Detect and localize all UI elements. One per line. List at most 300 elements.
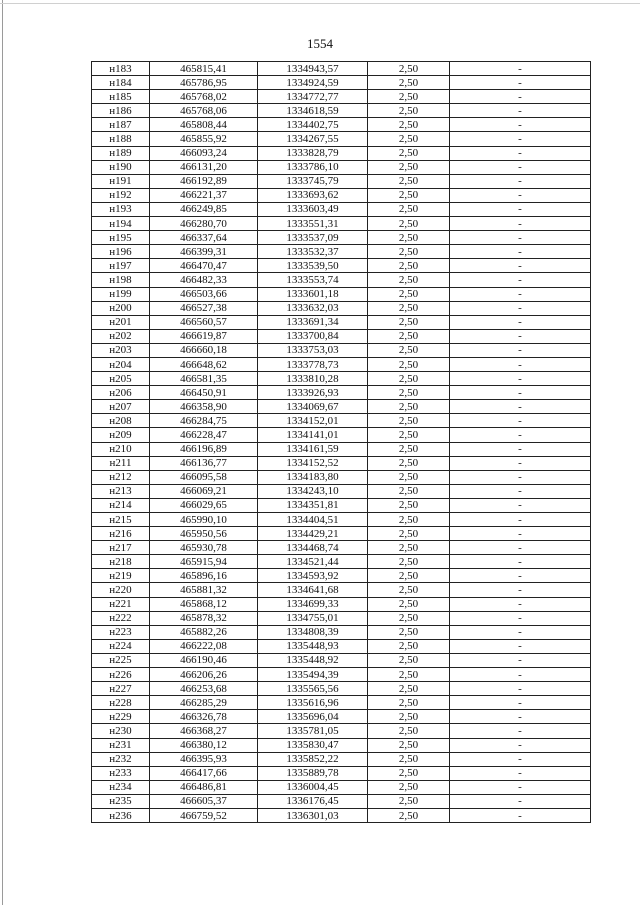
x-coordinate-cell: 466249,85 xyxy=(150,202,258,216)
x-coordinate-cell: 466660,18 xyxy=(150,343,258,357)
table-row xyxy=(92,724,591,738)
note-cell: - xyxy=(450,428,591,442)
x-coordinate-cell: 465786,95 xyxy=(150,76,258,90)
point-id-cell: н235 xyxy=(92,794,150,808)
accuracy-cell: 2,50 xyxy=(368,62,450,76)
note-cell: - xyxy=(450,118,591,132)
note-cell: - xyxy=(450,343,591,357)
point-id-cell: н231 xyxy=(92,738,150,752)
accuracy-cell: 2,50 xyxy=(368,738,450,752)
x-coordinate-cell: 466470,47 xyxy=(150,259,258,273)
accuracy-cell: 2,50 xyxy=(368,146,450,160)
x-coordinate-cell: 466131,20 xyxy=(150,160,258,174)
y-coordinate-cell: 1333753,03 xyxy=(258,343,368,357)
point-id-cell: н209 xyxy=(92,428,150,442)
table-row xyxy=(92,231,591,245)
table-row xyxy=(92,696,591,710)
accuracy-cell: 2,50 xyxy=(368,231,450,245)
y-coordinate-cell: 1334593,92 xyxy=(258,569,368,583)
x-coordinate-cell: 466560,57 xyxy=(150,315,258,329)
y-coordinate-cell: 1333745,79 xyxy=(258,174,368,188)
x-coordinate-cell: 466222,08 xyxy=(150,639,258,653)
x-coordinate-cell: 466284,75 xyxy=(150,414,258,428)
note-cell: - xyxy=(450,724,591,738)
note-cell: - xyxy=(450,259,591,273)
point-id-cell: н188 xyxy=(92,132,150,146)
x-coordinate-cell: 466337,64 xyxy=(150,231,258,245)
accuracy-cell: 2,50 xyxy=(368,372,450,386)
point-id-cell: н208 xyxy=(92,414,150,428)
point-id-cell: н204 xyxy=(92,357,150,371)
point-id-cell: н185 xyxy=(92,90,150,104)
accuracy-cell: 2,50 xyxy=(368,682,450,696)
table-row xyxy=(92,625,591,639)
y-coordinate-cell: 1333539,50 xyxy=(258,259,368,273)
note-cell: - xyxy=(450,752,591,766)
x-coordinate-cell: 466228,47 xyxy=(150,428,258,442)
note-cell: - xyxy=(450,555,591,569)
table-row xyxy=(92,386,591,400)
table-row xyxy=(92,76,591,90)
y-coordinate-cell: 1334699,33 xyxy=(258,597,368,611)
accuracy-cell: 2,50 xyxy=(368,555,450,569)
x-coordinate-cell: 465882,26 xyxy=(150,625,258,639)
x-coordinate-cell: 466326,78 xyxy=(150,710,258,724)
y-coordinate-cell: 1333691,34 xyxy=(258,315,368,329)
y-coordinate-cell: 1335616,96 xyxy=(258,696,368,710)
x-coordinate-cell: 466380,12 xyxy=(150,738,258,752)
note-cell: - xyxy=(450,766,591,780)
x-coordinate-cell: 465855,92 xyxy=(150,132,258,146)
note-cell: - xyxy=(450,513,591,527)
table-row xyxy=(92,132,591,146)
point-id-cell: н192 xyxy=(92,188,150,202)
note-cell: - xyxy=(450,442,591,456)
point-id-cell: н210 xyxy=(92,442,150,456)
point-id-cell: н213 xyxy=(92,484,150,498)
x-coordinate-cell: 465896,16 xyxy=(150,569,258,583)
point-id-cell: н194 xyxy=(92,217,150,231)
x-coordinate-cell: 466619,87 xyxy=(150,329,258,343)
note-cell: - xyxy=(450,696,591,710)
accuracy-cell: 2,50 xyxy=(368,428,450,442)
table-row xyxy=(92,62,591,76)
y-coordinate-cell: 1334618,59 xyxy=(258,104,368,118)
y-coordinate-cell: 1336301,03 xyxy=(258,808,368,822)
note-cell: - xyxy=(450,484,591,498)
y-coordinate-cell: 1335448,93 xyxy=(258,639,368,653)
accuracy-cell: 2,50 xyxy=(368,527,450,541)
table-row xyxy=(92,484,591,498)
accuracy-cell: 2,50 xyxy=(368,808,450,822)
note-cell: - xyxy=(450,386,591,400)
x-coordinate-cell: 466280,70 xyxy=(150,217,258,231)
note-cell: - xyxy=(450,329,591,343)
accuracy-cell: 2,50 xyxy=(368,583,450,597)
table-row xyxy=(92,738,591,752)
x-coordinate-cell: 466482,33 xyxy=(150,273,258,287)
point-id-cell: н211 xyxy=(92,456,150,470)
y-coordinate-cell: 1335889,78 xyxy=(258,766,368,780)
y-coordinate-cell: 1333553,74 xyxy=(258,273,368,287)
y-coordinate-cell: 1334924,59 xyxy=(258,76,368,90)
point-id-cell: н232 xyxy=(92,752,150,766)
point-id-cell: н214 xyxy=(92,498,150,512)
x-coordinate-cell: 466136,77 xyxy=(150,456,258,470)
y-coordinate-cell: 1333693,62 xyxy=(258,188,368,202)
point-id-cell: н183 xyxy=(92,62,150,76)
table-row xyxy=(92,555,591,569)
point-id-cell: н212 xyxy=(92,470,150,484)
accuracy-cell: 2,50 xyxy=(368,132,450,146)
accuracy-cell: 2,50 xyxy=(368,456,450,470)
table-row xyxy=(92,780,591,794)
x-coordinate-cell: 466450,91 xyxy=(150,386,258,400)
accuracy-cell: 2,50 xyxy=(368,287,450,301)
y-coordinate-cell: 1334404,51 xyxy=(258,513,368,527)
table-row xyxy=(92,329,591,343)
y-coordinate-cell: 1334755,01 xyxy=(258,611,368,625)
y-coordinate-cell: 1335565,56 xyxy=(258,682,368,696)
accuracy-cell: 2,50 xyxy=(368,541,450,555)
point-id-cell: н202 xyxy=(92,329,150,343)
note-cell: - xyxy=(450,245,591,259)
note-cell: - xyxy=(450,470,591,484)
y-coordinate-cell: 1336176,45 xyxy=(258,794,368,808)
x-coordinate-cell: 465915,94 xyxy=(150,555,258,569)
x-coordinate-cell: 466093,24 xyxy=(150,146,258,160)
table-row xyxy=(92,766,591,780)
point-id-cell: н196 xyxy=(92,245,150,259)
accuracy-cell: 2,50 xyxy=(368,76,450,90)
note-cell: - xyxy=(450,653,591,667)
accuracy-cell: 2,50 xyxy=(368,766,450,780)
accuracy-cell: 2,50 xyxy=(368,259,450,273)
note-cell: - xyxy=(450,400,591,414)
point-id-cell: н227 xyxy=(92,682,150,696)
accuracy-cell: 2,50 xyxy=(368,329,450,343)
note-cell: - xyxy=(450,738,591,752)
page-edge-top xyxy=(0,3,640,4)
y-coordinate-cell: 1334641,68 xyxy=(258,583,368,597)
y-coordinate-cell: 1335830,47 xyxy=(258,738,368,752)
table-row xyxy=(92,710,591,724)
accuracy-cell: 2,50 xyxy=(368,357,450,371)
y-coordinate-cell: 1333926,93 xyxy=(258,386,368,400)
note-cell: - xyxy=(450,174,591,188)
y-coordinate-cell: 1334243,10 xyxy=(258,484,368,498)
y-coordinate-cell: 1335781,05 xyxy=(258,724,368,738)
table-row xyxy=(92,808,591,822)
x-coordinate-cell: 465930,78 xyxy=(150,541,258,555)
accuracy-cell: 2,50 xyxy=(368,118,450,132)
table-row xyxy=(92,245,591,259)
accuracy-cell: 2,50 xyxy=(368,442,450,456)
page-number: 1554 xyxy=(307,36,333,51)
point-id-cell: н218 xyxy=(92,555,150,569)
accuracy-cell: 2,50 xyxy=(368,597,450,611)
y-coordinate-cell: 1335494,39 xyxy=(258,668,368,682)
note-cell: - xyxy=(450,498,591,512)
y-coordinate-cell: 1334943,57 xyxy=(258,62,368,76)
note-cell: - xyxy=(450,104,591,118)
table-row xyxy=(92,498,591,512)
point-id-cell: н200 xyxy=(92,301,150,315)
y-coordinate-cell: 1333532,37 xyxy=(258,245,368,259)
coordinates-table xyxy=(91,61,591,823)
accuracy-cell: 2,50 xyxy=(368,104,450,118)
accuracy-cell: 2,50 xyxy=(368,273,450,287)
y-coordinate-cell: 1334521,44 xyxy=(258,555,368,569)
accuracy-cell: 2,50 xyxy=(368,202,450,216)
note-cell: - xyxy=(450,160,591,174)
table-row xyxy=(92,653,591,667)
y-coordinate-cell: 1334351,81 xyxy=(258,498,368,512)
y-coordinate-cell: 1333700,84 xyxy=(258,329,368,343)
point-id-cell: н217 xyxy=(92,541,150,555)
x-coordinate-cell: 465990,10 xyxy=(150,513,258,527)
point-id-cell: н205 xyxy=(92,372,150,386)
x-coordinate-cell: 466285,29 xyxy=(150,696,258,710)
accuracy-cell: 2,50 xyxy=(368,611,450,625)
table-row xyxy=(92,513,591,527)
y-coordinate-cell: 1333810,28 xyxy=(258,372,368,386)
table-row xyxy=(92,639,591,653)
table-row xyxy=(92,668,591,682)
table-row xyxy=(92,541,591,555)
point-id-cell: н201 xyxy=(92,315,150,329)
y-coordinate-cell: 1333537,09 xyxy=(258,231,368,245)
accuracy-cell: 2,50 xyxy=(368,653,450,667)
accuracy-cell: 2,50 xyxy=(368,315,450,329)
point-id-cell: н228 xyxy=(92,696,150,710)
x-coordinate-cell: 465768,02 xyxy=(150,90,258,104)
y-coordinate-cell: 1334069,67 xyxy=(258,400,368,414)
y-coordinate-cell: 1334183,80 xyxy=(258,470,368,484)
point-id-cell: н233 xyxy=(92,766,150,780)
note-cell: - xyxy=(450,583,591,597)
accuracy-cell: 2,50 xyxy=(368,484,450,498)
y-coordinate-cell: 1333632,03 xyxy=(258,301,368,315)
accuracy-cell: 2,50 xyxy=(368,625,450,639)
y-coordinate-cell: 1335696,04 xyxy=(258,710,368,724)
table-row xyxy=(92,569,591,583)
y-coordinate-cell: 1335448,92 xyxy=(258,653,368,667)
table-row xyxy=(92,611,591,625)
accuracy-cell: 2,50 xyxy=(368,343,450,357)
point-id-cell: н219 xyxy=(92,569,150,583)
note-cell: - xyxy=(450,456,591,470)
accuracy-cell: 2,50 xyxy=(368,386,450,400)
table-row xyxy=(92,90,591,104)
point-id-cell: н215 xyxy=(92,513,150,527)
point-id-cell: н190 xyxy=(92,160,150,174)
note-cell: - xyxy=(450,217,591,231)
note-cell: - xyxy=(450,301,591,315)
accuracy-cell: 2,50 xyxy=(368,301,450,315)
note-cell: - xyxy=(450,231,591,245)
note-cell: - xyxy=(450,639,591,653)
x-coordinate-cell: 465815,41 xyxy=(150,62,258,76)
point-id-cell: н223 xyxy=(92,625,150,639)
accuracy-cell: 2,50 xyxy=(368,245,450,259)
accuracy-cell: 2,50 xyxy=(368,668,450,682)
y-coordinate-cell: 1333778,73 xyxy=(258,357,368,371)
table-row xyxy=(92,315,591,329)
y-coordinate-cell: 1336004,45 xyxy=(258,780,368,794)
x-coordinate-cell: 466192,89 xyxy=(150,174,258,188)
accuracy-cell: 2,50 xyxy=(368,400,450,414)
page-edge-left xyxy=(2,0,3,905)
point-id-cell: н203 xyxy=(92,343,150,357)
x-coordinate-cell: 466253,68 xyxy=(150,682,258,696)
note-cell: - xyxy=(450,414,591,428)
point-id-cell: н221 xyxy=(92,597,150,611)
note-cell: - xyxy=(450,668,591,682)
x-coordinate-cell: 466648,62 xyxy=(150,357,258,371)
note-cell: - xyxy=(450,188,591,202)
note-cell: - xyxy=(450,597,591,611)
x-coordinate-cell: 465808,44 xyxy=(150,118,258,132)
x-coordinate-cell: 466527,38 xyxy=(150,301,258,315)
y-coordinate-cell: 1334808,39 xyxy=(258,625,368,639)
table-row xyxy=(92,301,591,315)
point-id-cell: н191 xyxy=(92,174,150,188)
note-cell: - xyxy=(450,132,591,146)
accuracy-cell: 2,50 xyxy=(368,794,450,808)
note-cell: - xyxy=(450,76,591,90)
table-row xyxy=(92,357,591,371)
note-cell: - xyxy=(450,527,591,541)
y-coordinate-cell: 1333603,49 xyxy=(258,202,368,216)
table-row xyxy=(92,160,591,174)
table-row xyxy=(92,400,591,414)
y-coordinate-cell: 1334772,77 xyxy=(258,90,368,104)
table-row xyxy=(92,259,591,273)
accuracy-cell: 2,50 xyxy=(368,780,450,794)
x-coordinate-cell: 465768,06 xyxy=(150,104,258,118)
x-coordinate-cell: 466503,66 xyxy=(150,287,258,301)
x-coordinate-cell: 466069,21 xyxy=(150,484,258,498)
note-cell: - xyxy=(450,794,591,808)
table-row xyxy=(92,273,591,287)
point-id-cell: н226 xyxy=(92,668,150,682)
table-row xyxy=(92,104,591,118)
table-row xyxy=(92,118,591,132)
point-id-cell: н234 xyxy=(92,780,150,794)
y-coordinate-cell: 1334152,52 xyxy=(258,456,368,470)
accuracy-cell: 2,50 xyxy=(368,470,450,484)
table-row xyxy=(92,752,591,766)
table-row xyxy=(92,456,591,470)
point-id-cell: н195 xyxy=(92,231,150,245)
table-row xyxy=(92,146,591,160)
note-cell: - xyxy=(450,357,591,371)
x-coordinate-cell: 466221,37 xyxy=(150,188,258,202)
point-id-cell: н187 xyxy=(92,118,150,132)
point-id-cell: н198 xyxy=(92,273,150,287)
point-id-cell: н216 xyxy=(92,527,150,541)
point-id-cell: н220 xyxy=(92,583,150,597)
y-coordinate-cell: 1334267,55 xyxy=(258,132,368,146)
note-cell: - xyxy=(450,541,591,555)
accuracy-cell: 2,50 xyxy=(368,724,450,738)
note-cell: - xyxy=(450,202,591,216)
table-row xyxy=(92,202,591,216)
note-cell: - xyxy=(450,569,591,583)
coordinates-table-body xyxy=(92,62,591,823)
point-id-cell: н184 xyxy=(92,76,150,90)
point-id-cell: н224 xyxy=(92,639,150,653)
note-cell: - xyxy=(450,611,591,625)
note-cell: - xyxy=(450,780,591,794)
table-row xyxy=(92,583,591,597)
note-cell: - xyxy=(450,90,591,104)
note-cell: - xyxy=(450,372,591,386)
point-id-cell: н207 xyxy=(92,400,150,414)
y-coordinate-cell: 1335852,22 xyxy=(258,752,368,766)
point-id-cell: н197 xyxy=(92,259,150,273)
x-coordinate-cell: 466190,46 xyxy=(150,653,258,667)
y-coordinate-cell: 1334141,01 xyxy=(258,428,368,442)
table-row xyxy=(92,682,591,696)
table-row xyxy=(92,597,591,611)
point-id-cell: н222 xyxy=(92,611,150,625)
table-row xyxy=(92,470,591,484)
x-coordinate-cell: 466486,81 xyxy=(150,780,258,794)
accuracy-cell: 2,50 xyxy=(368,513,450,527)
table-row xyxy=(92,372,591,386)
accuracy-cell: 2,50 xyxy=(368,414,450,428)
point-id-cell: н230 xyxy=(92,724,150,738)
note-cell: - xyxy=(450,146,591,160)
note-cell: - xyxy=(450,62,591,76)
x-coordinate-cell: 466029,65 xyxy=(150,498,258,512)
x-coordinate-cell: 466605,37 xyxy=(150,794,258,808)
x-coordinate-cell: 465878,32 xyxy=(150,611,258,625)
y-coordinate-cell: 1333828,79 xyxy=(258,146,368,160)
point-id-cell: н229 xyxy=(92,710,150,724)
y-coordinate-cell: 1334429,21 xyxy=(258,527,368,541)
note-cell: - xyxy=(450,682,591,696)
table-row xyxy=(92,174,591,188)
note-cell: - xyxy=(450,315,591,329)
y-coordinate-cell: 1333551,31 xyxy=(258,217,368,231)
accuracy-cell: 2,50 xyxy=(368,174,450,188)
point-id-cell: н189 xyxy=(92,146,150,160)
point-id-cell: н225 xyxy=(92,653,150,667)
note-cell: - xyxy=(450,273,591,287)
accuracy-cell: 2,50 xyxy=(368,569,450,583)
table-row xyxy=(92,188,591,202)
note-cell: - xyxy=(450,808,591,822)
y-coordinate-cell: 1334161,59 xyxy=(258,442,368,456)
accuracy-cell: 2,50 xyxy=(368,217,450,231)
point-id-cell: н186 xyxy=(92,104,150,118)
table-row xyxy=(92,428,591,442)
x-coordinate-cell: 466196,89 xyxy=(150,442,258,456)
table-row xyxy=(92,343,591,357)
table-row xyxy=(92,442,591,456)
x-coordinate-cell: 465950,56 xyxy=(150,527,258,541)
table-row xyxy=(92,527,591,541)
table-row xyxy=(92,217,591,231)
note-cell: - xyxy=(450,625,591,639)
y-coordinate-cell: 1333601,18 xyxy=(258,287,368,301)
accuracy-cell: 2,50 xyxy=(368,498,450,512)
x-coordinate-cell: 466206,26 xyxy=(150,668,258,682)
accuracy-cell: 2,50 xyxy=(368,639,450,653)
